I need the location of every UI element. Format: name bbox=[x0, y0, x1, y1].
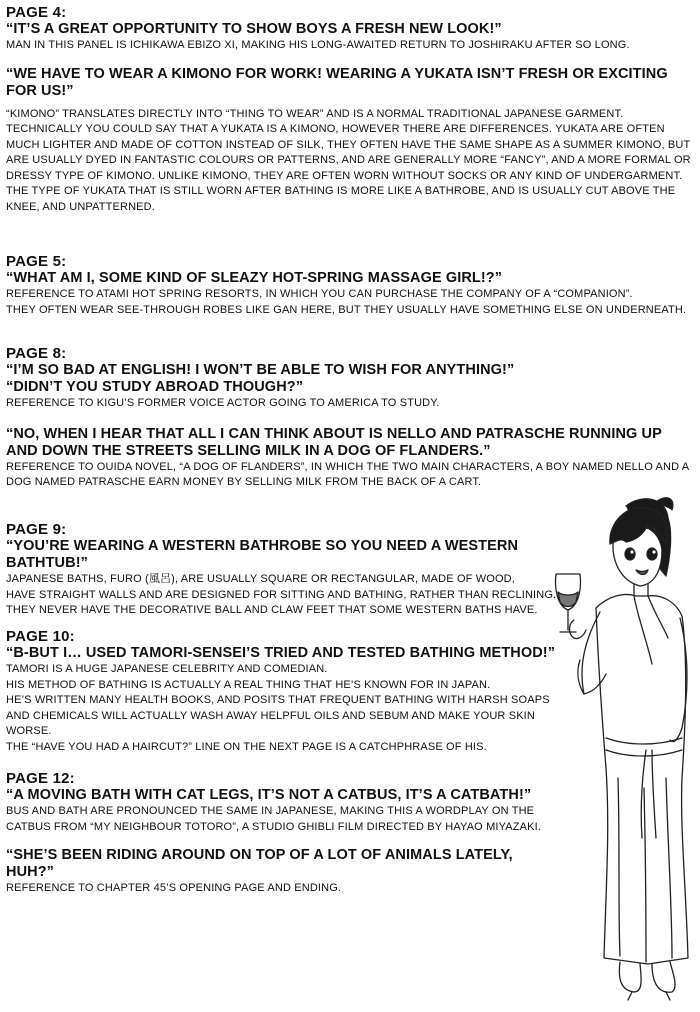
quote: “WHAT AM I, SOME KIND OF SLEAZY HOT-SPRING MASSAGE GIRL!?” bbox=[6, 270, 503, 286]
note: HE’S WRITTEN MANY HEALTH BOOKS, AND POSITS THAT FREQUENT BATHING WITH HARSH SOAPS AND CHEMICALS WILL ACTUALLY WASH AWAY HELPFUL OILS AND SEBUM AND MAKE YOUR SKIN WORSE. bbox=[6, 694, 550, 737]
note: THEY OFTEN WEAR SEE-THROUGH ROBES LIKE GAN HERE, BUT THEY USUALLY HAVE SOMETHING ELSE ON UNDERNEATH. bbox=[6, 303, 687, 316]
section-heading: PAGE 10: bbox=[6, 628, 75, 645]
section-page-9 bbox=[6, 521, 580, 619]
quote: “B-BUT I… USED TAMORI-SENSEI’S TRIED AND TESTED BATHING METHOD!” bbox=[6, 645, 556, 661]
note: TAMORI IS A HUGE JAPANESE CELEBRITY AND COMEDIAN. bbox=[6, 663, 328, 675]
quote: “YOU’RE WEARING A WESTERN BATHROBE SO YOU NEED A WESTERN BATHTUB!” bbox=[6, 538, 519, 571]
quote: “SHE’S BEEN RIDING AROUND ON TOP OF A LOT OF ANIMALS LATELY, HUH?” bbox=[6, 847, 513, 880]
section-heading: PAGE 4: bbox=[6, 4, 67, 21]
note: REFERENCE TO CHAPTER 45’S OPENING PAGE AND ENDING. bbox=[6, 882, 342, 894]
section-heading: PAGE 9: bbox=[6, 521, 67, 538]
quote: “A MOVING BATH WITH CAT LEGS, IT’S NOT A CATBUS, IT’S A CATBATH!” bbox=[6, 787, 532, 803]
section-heading: PAGE 12: bbox=[6, 770, 75, 787]
section-page-5 bbox=[6, 253, 694, 318]
quote: “DIDN’T YOU STUDY ABROAD THOUGH?” bbox=[6, 379, 304, 395]
quote: “I’M SO BAD AT ENGLISH! I WON’T BE ABLE TO WISH FOR ANYTHING!” bbox=[6, 362, 515, 378]
section-page-12 bbox=[6, 770, 550, 897]
section-page-10 bbox=[6, 628, 570, 755]
girl-in-bathrobe-with-wine-glass-icon bbox=[548, 488, 698, 1008]
note: THE “HAVE YOU HAD A HAIRCUT?” LINE ON THE NEXT PAGE IS A CATCHPHRASE OF HIS. bbox=[6, 740, 487, 753]
quote: “NO, WHEN I HEAR THAT ALL I CAN THINK ABOUT IS NELLO AND PATRASCHE RUNNING UP AND DOWN THE STREETS SELLING MILK IN A DOG OF FLANDERS.” bbox=[6, 425, 662, 459]
section-heading: PAGE 8: bbox=[6, 345, 67, 362]
note: HAVE STRAIGHT WALLS AND ARE DESIGNED FOR SITTING AND BATHING, RATHER THAN RECLINING. bbox=[6, 588, 557, 601]
note: REFERENCE TO KIGU’S FORMER VOICE ACTOR GOING TO AMERICA TO STUDY. bbox=[6, 397, 440, 409]
note: MAN IN THIS PANEL IS ICHIKAWA EBIZO XI, MAKING HIS LONG-AWAITED RETURN TO JOSHIRAKU AFTER SO LONG. bbox=[6, 39, 630, 51]
section-page-8 bbox=[6, 345, 694, 491]
note: “KIMONO” TRANSLATES DIRECTLY INTO “THING TO WEAR” AND IS A NORMAL TRADITIONAL JAPANESE GARMENT. TECHNICALLY YOU COULD SAY THAT A YUKATA IS A KIMONO, HOWEVER THERE ARE DIFFERENCES. YUKATA ARE OFTEN MUCH LIGHTER AND MADE OF COTTON INSTEAD OF SILK, THEY OFTEN HAVE THE SAME SHAPE AS A SUMMER KIMONO, BUT ARE USUALLY DYED IN FANTASTIC COLOURS OR PATTERNS, AND ARE GENERALLY MORE “FANCY”, AND A MORE FORMAL OR DRESSY TYPE OF KIMONO. UNLIKE KIMONO, THEY ARE OFTEN WORN WITHOUT SOCKS OR ANY KIND OF UNDERGARMENT. bbox=[6, 107, 691, 182]
note: THE TYPE OF YUKATA THAT IS STILL WORN AFTER BATHING IS MORE LIKE A BATHROBE, AND IS USUALLY CUT ABOVE THE KNEE, AND UNPATTERNED. bbox=[6, 185, 676, 213]
section-heading: PAGE 5: bbox=[6, 253, 67, 270]
note: BUS AND BATH ARE PRONOUNCED THE SAME IN JAPANESE, MAKING THIS A WORDPLAY ON THE CATBUS FROM “MY NEIGHBOUR TOTORO”, A STUDIO GHIBLI FILM DIRECTED BY HAYAO MIYAZAKI. bbox=[6, 805, 542, 833]
note: THEY NEVER HAVE THE DECORATIVE BALL AND CLAW FEET THAT SOME WESTERN BATHS HAVE. bbox=[6, 604, 538, 616]
note: REFERENCE TO OUIDA NOVEL, “A DOG OF FLANDERS”, IN WHICH THE TWO MAIN CHARACTERS, A BOY NAMED NELLO AND A DOG NAMED PATRASCHE EARN MONEY BY SELLING MILK FROM THE BACK OF A CART. bbox=[6, 460, 689, 488]
note: REFERENCE TO ATAMI HOT SPRING RESORTS, IN WHICH YOU CAN PURCHASE THE COMPANY OF A “COMPANION”. bbox=[6, 288, 633, 300]
quote: “IT’S A GREAT OPPORTUNITY TO SHOW BOYS A FRESH NEW LOOK!” bbox=[6, 21, 502, 37]
note: HIS METHOD OF BATHING IS ACTUALLY A REAL THING THAT HE’S KNOWN FOR IN JAPAN. bbox=[6, 678, 491, 691]
quote: “WE HAVE TO WEAR A KIMONO FOR WORK! WEARING A YUKATA ISN’T FRESH OR EXCITING FOR US!” bbox=[6, 65, 668, 99]
note: JAPANESE BATHS, FURO (風呂), ARE USUALLY SQUARE OR RECTANGULAR, MADE OF WOOD, bbox=[6, 573, 515, 585]
section-page-4 bbox=[6, 4, 694, 215]
